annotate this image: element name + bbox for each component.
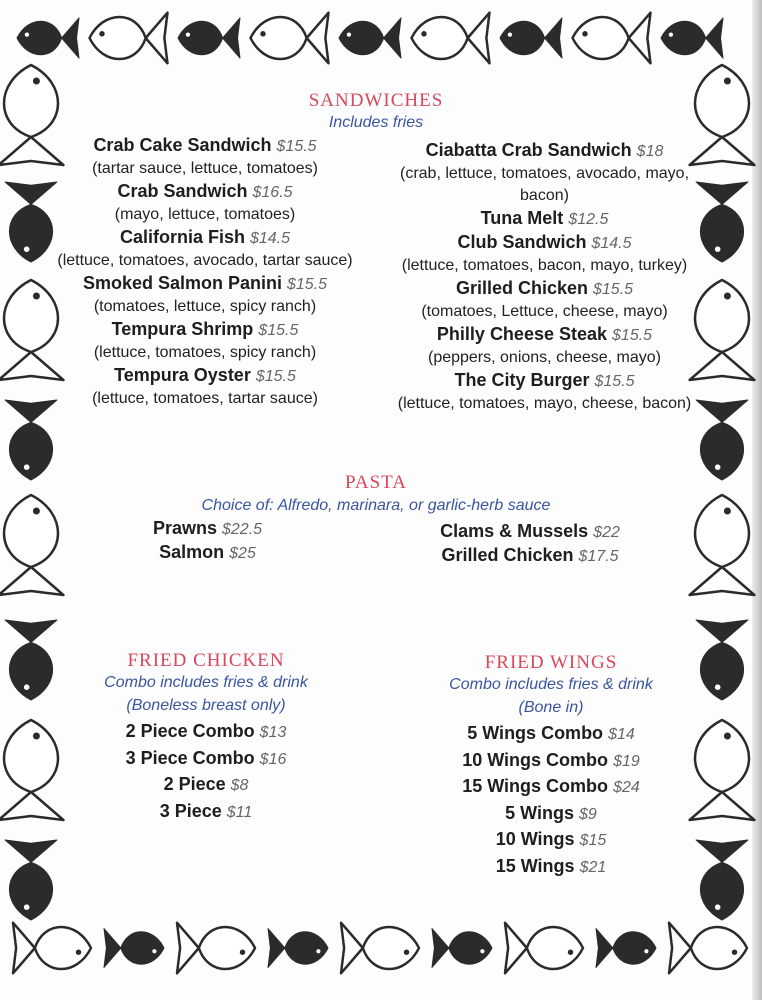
item-description: (lettuce, tomatoes, tartar sauce) xyxy=(92,390,318,407)
fried-wings-item xyxy=(401,748,701,775)
fish-icon xyxy=(696,620,748,700)
fried-wings-list xyxy=(401,721,701,880)
item-name: Tempura Shrimp xyxy=(111,319,254,339)
pasta-item xyxy=(90,541,325,565)
fish-icon xyxy=(661,18,723,58)
fried-chicken-list xyxy=(56,719,356,825)
sandwich-item xyxy=(372,369,717,393)
item-name: 2 Piece xyxy=(163,774,226,794)
fish-icon xyxy=(505,923,583,974)
item-description: (lettuce, tomatoes, spicy ranch) xyxy=(93,344,317,361)
fish-icon xyxy=(596,929,656,968)
fried-chicken-item xyxy=(56,719,356,746)
item-price: $13 xyxy=(259,724,287,741)
sandwich-item xyxy=(30,134,380,158)
sandwich-item xyxy=(30,180,380,204)
sandwiches-heading: SANDWICHES xyxy=(308,90,444,111)
fish-icon xyxy=(339,18,401,58)
fish-icon xyxy=(341,923,419,974)
fish-icon xyxy=(669,923,747,974)
fried-wings-item xyxy=(401,854,701,881)
fried-wings-subtitle: Combo includes fries & drink xyxy=(449,676,653,693)
fish-icon xyxy=(5,840,57,920)
fried-wings-heading: FRIED WINGS xyxy=(484,652,618,673)
fish-icon xyxy=(178,18,240,58)
item-price: $14 xyxy=(608,726,635,743)
fish-icon xyxy=(104,929,164,968)
item-name: Tempura Oyster xyxy=(114,365,251,385)
fish-icon xyxy=(5,620,57,700)
fried-wings-item xyxy=(401,721,701,748)
item-price: $15.5 xyxy=(593,281,634,298)
fish-icon xyxy=(412,13,490,64)
item-name: 2 Piece Combo xyxy=(125,721,255,741)
fish-icon xyxy=(5,400,57,480)
item-name: Philly Cheese Steak xyxy=(436,324,608,344)
item-name: Tuna Melt xyxy=(480,208,564,228)
item-price: $9 xyxy=(579,805,597,823)
item-price: $15.5 xyxy=(594,373,635,390)
item-description: (tomatoes, Lettuce, cheese, mayo) xyxy=(421,303,668,320)
item-name: California Fish xyxy=(119,227,245,247)
item-price: $16.5 xyxy=(252,184,293,201)
pasta-item xyxy=(410,544,650,568)
fried-chicken-note: (Boneless breast only) xyxy=(126,697,286,714)
pasta-right-column xyxy=(410,520,650,568)
sandwich-item xyxy=(372,207,717,231)
fish-icon xyxy=(696,840,748,920)
item-description: (lettuce, tomatoes, mayo, cheese, bacon) xyxy=(397,395,692,412)
item-price: $8 xyxy=(230,777,249,794)
item-description: (lettuce, tomatoes, bacon, mayo, turkey) xyxy=(401,257,688,274)
item-description: (peppers, onions, cheese, mayo) xyxy=(427,349,661,366)
sandwich-item xyxy=(30,318,380,342)
fried-wings-item xyxy=(401,827,701,854)
sandwich-item xyxy=(372,323,717,347)
fried-chicken-item xyxy=(56,746,356,773)
fish-icon xyxy=(573,13,651,64)
sandwich-item xyxy=(30,364,380,388)
fish-icon xyxy=(432,929,492,968)
item-price: $16 xyxy=(259,750,287,768)
item-name: 15 Wings Combo xyxy=(462,776,609,796)
item-description: bacon) xyxy=(520,187,569,204)
item-price: $14.5 xyxy=(591,235,632,252)
pasta-left-column xyxy=(90,517,325,565)
item-name: 3 Piece Combo xyxy=(125,747,255,768)
fried-chicken-heading: FRIED CHICKEN xyxy=(127,650,285,671)
item-name: 5 Wings xyxy=(505,802,575,823)
item-name: Club Sandwich xyxy=(457,232,587,252)
item-name: 10 Wings xyxy=(495,829,575,849)
pasta-item xyxy=(90,517,325,541)
item-description: (lettuce, tomatoes, avocado, tartar sauce) xyxy=(57,252,353,269)
pasta-subtitle: Choice of: Alfredo, marinara, or garlic-herb sauce xyxy=(201,497,551,514)
item-name: 3 Piece xyxy=(159,800,222,821)
item-name: Crab Sandwich xyxy=(117,181,248,201)
fried-chicken-subtitle: Combo includes fries & drink xyxy=(104,674,308,691)
item-name: 5 Wings Combo xyxy=(467,723,604,743)
item-name: The City Burger xyxy=(454,370,590,390)
item-name: Clams & Mussels xyxy=(440,521,589,541)
sandwich-item xyxy=(372,139,717,163)
sandwich-item xyxy=(30,226,380,250)
fish-icon xyxy=(0,495,63,595)
item-description: (mayo, lettuce, tomatoes) xyxy=(114,206,296,223)
sandwiches-right-column xyxy=(372,139,717,415)
item-price: $12.5 xyxy=(568,211,609,228)
item-name: 15 Wings xyxy=(495,855,575,876)
fish-icon xyxy=(268,929,328,968)
fried-chicken-item xyxy=(56,799,356,826)
fish-icon xyxy=(251,13,329,64)
fish-icon xyxy=(177,923,255,974)
fried-wings-note: (Bone in) xyxy=(518,699,584,716)
pasta-heading: PASTA xyxy=(345,472,407,493)
item-name: Crab Cake Sandwich xyxy=(93,135,272,155)
fish-icon xyxy=(690,495,755,595)
item-name: Salmon xyxy=(159,542,225,562)
sandwiches-left-column xyxy=(30,134,380,410)
item-price: $24 xyxy=(613,779,640,796)
item-price: $25 xyxy=(229,545,256,562)
sandwich-item xyxy=(372,277,717,301)
item-price: $15.5 xyxy=(276,138,317,155)
item-name: 10 Wings Combo xyxy=(462,749,609,770)
fish-icon xyxy=(0,720,63,820)
fish-icon xyxy=(90,13,168,64)
item-price: $19 xyxy=(613,752,640,770)
item-name: Prawns xyxy=(152,518,217,538)
fish-icon xyxy=(500,18,562,58)
fried-wings-item xyxy=(401,801,701,828)
sandwiches-subtitle: Includes fries xyxy=(328,114,424,131)
item-description: (tomatoes, lettuce, spicy ranch) xyxy=(93,298,317,315)
item-price: $18 xyxy=(636,143,664,160)
item-price: $22 xyxy=(593,524,620,541)
item-description: (tartar sauce, lettuce, tomatoes) xyxy=(92,160,318,177)
item-name: Smoked Salmon Panini xyxy=(82,273,282,293)
fried-chicken-item xyxy=(56,772,356,799)
item-price: $11 xyxy=(226,803,253,821)
sandwich-item xyxy=(372,231,717,255)
pasta-item xyxy=(410,520,650,544)
item-price: $22.5 xyxy=(222,521,263,538)
sandwich-item xyxy=(30,272,380,296)
item-name: Grilled Chicken xyxy=(455,278,588,298)
fried-wings-item xyxy=(401,774,701,801)
item-price: $14.5 xyxy=(249,230,291,247)
item-price: $15 xyxy=(579,832,607,849)
item-price: $15.5 xyxy=(287,276,328,293)
item-name: Ciabatta Crab Sandwich xyxy=(425,140,632,160)
item-price: $15.5 xyxy=(258,322,299,339)
fish-icon xyxy=(17,18,79,58)
fish-icon xyxy=(13,923,91,974)
item-price: $15.5 xyxy=(255,368,296,385)
item-price: $21 xyxy=(579,858,607,876)
item-price: $17.5 xyxy=(578,548,619,565)
item-price: $15.5 xyxy=(612,327,653,344)
item-name: Grilled Chicken xyxy=(441,545,574,565)
item-description: (crab, lettuce, tomatoes, avocado, mayo, xyxy=(399,165,690,182)
